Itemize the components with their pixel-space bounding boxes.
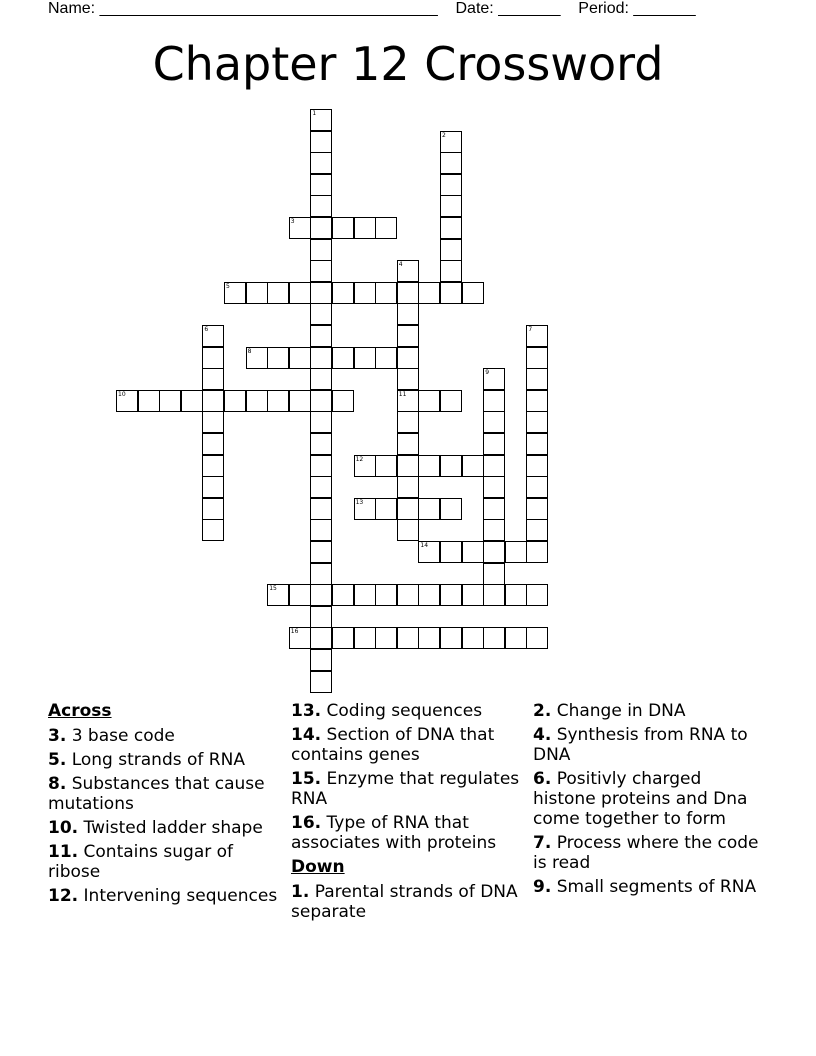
grid-cell[interactable] (397, 519, 419, 541)
grid-cell[interactable] (289, 282, 311, 304)
grid-cell[interactable] (354, 584, 376, 606)
grid-cell[interactable] (310, 347, 332, 369)
grid-cell[interactable] (310, 109, 332, 131)
grid-cell[interactable] (202, 411, 224, 433)
grid-cell[interactable] (332, 390, 354, 412)
grid-cell[interactable] (310, 476, 332, 498)
grid-cell[interactable] (246, 390, 268, 412)
cell-number: 11 (398, 390, 407, 398)
grid-cell[interactable] (397, 282, 419, 304)
grid-cell[interactable] (462, 282, 484, 304)
cell-number: 15 (269, 585, 277, 593)
grid-cell[interactable] (310, 606, 332, 628)
grid-cell[interactable] (310, 584, 332, 606)
name-field-label[interactable]: Name: ______________________________________ (48, 0, 438, 17)
cell-number: 3 (290, 218, 295, 225)
grid-cell[interactable] (267, 584, 289, 606)
grid-cell[interactable] (526, 498, 548, 520)
grid-cell[interactable] (202, 455, 224, 477)
grid-cell[interactable] (418, 282, 440, 304)
grid-cell[interactable] (397, 455, 419, 477)
grid-cell[interactable] (483, 368, 505, 390)
grid-cell[interactable] (289, 217, 311, 239)
clue-heading: Across (48, 701, 112, 721)
grid-cell[interactable] (440, 498, 462, 520)
grid-cell[interactable] (440, 455, 462, 477)
clue-text: Twisted ladder shape (78, 818, 263, 838)
cell-number: 16 (290, 628, 299, 636)
grid-cell[interactable] (440, 217, 462, 239)
grid-cell[interactable] (526, 368, 548, 390)
clue-item (48, 750, 284, 770)
clue-text: Process where the code is read (533, 833, 759, 873)
clue-text: Enzyme that regulates RNA (291, 769, 520, 809)
grid-cell[interactable] (354, 282, 376, 304)
grid-cell[interactable] (397, 627, 419, 649)
cell-number: 1 (312, 110, 317, 117)
grid-cell[interactable] (354, 498, 376, 520)
clue-text: Substances that cause mutations (48, 774, 265, 814)
grid-cell[interactable] (440, 174, 462, 196)
grid-cell[interactable] (310, 563, 332, 585)
grid-cell[interactable] (526, 627, 548, 649)
clue-text: Coding sequences (321, 701, 483, 721)
clue-item (291, 725, 527, 765)
grid-cell[interactable] (397, 390, 419, 412)
clue-number: 2. (533, 701, 552, 721)
grid-cell[interactable] (202, 498, 224, 520)
clue-item (48, 886, 284, 906)
grid-cell[interactable] (289, 627, 311, 649)
grid-cell[interactable] (397, 260, 419, 282)
grid-cell[interactable] (202, 476, 224, 498)
grid-cell[interactable] (116, 390, 138, 412)
grid-cell[interactable] (462, 627, 484, 649)
grid-cell[interactable] (526, 519, 548, 541)
clue-text: Synthesis from RNA to DNA (533, 725, 748, 765)
grid-cell[interactable] (397, 584, 419, 606)
grid-cell[interactable] (354, 217, 376, 239)
clue-item (291, 701, 527, 721)
grid-cell[interactable] (526, 541, 548, 563)
grid-cell[interactable] (246, 282, 268, 304)
grid-cell[interactable] (310, 411, 332, 433)
grid-cell[interactable] (483, 455, 505, 477)
clue-number: 16. (291, 813, 322, 833)
grid-cell[interactable] (483, 519, 505, 541)
clue-column-3 (533, 701, 769, 901)
grid-cell[interactable] (526, 411, 548, 433)
grid-cell[interactable] (310, 174, 332, 196)
grid-cell[interactable] (310, 217, 332, 239)
cell-number: 5 (226, 282, 230, 290)
cell-number: 12 (355, 455, 364, 463)
grid-cell[interactable] (440, 195, 462, 217)
grid-cell[interactable] (332, 584, 354, 606)
grid-cell[interactable] (397, 498, 419, 520)
grid-cell[interactable] (526, 347, 548, 369)
grid-cell[interactable] (332, 627, 354, 649)
clue-item (48, 818, 284, 838)
clue-item (48, 842, 284, 882)
grid-cell[interactable] (418, 498, 440, 520)
clue-column-1 (48, 701, 284, 910)
clue-item (533, 877, 769, 897)
clue-item (291, 769, 527, 809)
clue-item (48, 726, 284, 746)
grid-cell[interactable] (483, 411, 505, 433)
grid-cell[interactable] (440, 627, 462, 649)
grid-cell[interactable] (462, 541, 484, 563)
clue-item (533, 769, 769, 829)
cell-number: 2 (442, 131, 446, 139)
grid-cell[interactable] (310, 519, 332, 541)
grid-cell[interactable] (440, 131, 462, 153)
grid-cell[interactable] (526, 455, 548, 477)
clue-number: 9. (533, 877, 552, 897)
clue-item (533, 833, 769, 873)
grid-cell[interactable] (375, 217, 397, 239)
grid-cell[interactable] (354, 627, 376, 649)
grid-cell[interactable] (310, 390, 332, 412)
grid-cell[interactable] (289, 390, 311, 412)
grid-cell[interactable] (505, 584, 527, 606)
grid-cell[interactable] (375, 498, 397, 520)
clue-text: Contains sugar of ribose (48, 842, 234, 882)
clue-text: Small segments of RNA (551, 877, 757, 897)
clue-number: 10. (48, 818, 79, 838)
clue-number: 15. (291, 769, 322, 789)
grid-cell[interactable] (418, 584, 440, 606)
grid-cell[interactable] (310, 260, 332, 282)
grid-cell[interactable] (505, 541, 527, 563)
cell-number: 9 (485, 369, 490, 377)
grid-cell[interactable] (483, 476, 505, 498)
grid-cell[interactable] (310, 239, 332, 261)
grid-cell[interactable] (246, 347, 268, 369)
grid-cell[interactable] (202, 368, 224, 390)
clue-text: Type of RNA that associates with proteins (291, 813, 497, 853)
grid-cell[interactable] (310, 433, 332, 455)
grid-cell[interactable] (418, 455, 440, 477)
clue-number: 6. (533, 769, 552, 789)
period-field-label[interactable]: Period: _______ (578, 0, 696, 17)
clue-number: 13. (291, 701, 322, 721)
grid-cell[interactable] (310, 498, 332, 520)
clue-number: 4. (533, 725, 552, 745)
date-field-label[interactable]: Date: _______ (455, 0, 561, 17)
grid-cell[interactable] (440, 584, 462, 606)
grid-cell[interactable] (202, 433, 224, 455)
clue-text: Intervening sequences (78, 886, 278, 906)
clue-item (291, 813, 527, 853)
grid-cell[interactable] (505, 627, 527, 649)
grid-cell[interactable] (418, 541, 440, 563)
grid-cell[interactable] (267, 390, 289, 412)
page-title: Chapter 12 Crossword (152, 37, 664, 91)
grid-cell[interactable] (267, 347, 289, 369)
grid-cell[interactable] (418, 627, 440, 649)
clue-number: 3. (48, 726, 67, 746)
clue-text: 3 base code (66, 726, 175, 746)
grid-cell[interactable] (440, 260, 462, 282)
clue-item (48, 774, 284, 814)
clue-number: 8. (48, 774, 67, 794)
grid-cell[interactable] (267, 282, 289, 304)
clue-item (291, 882, 527, 922)
grid-cell[interactable] (202, 325, 224, 347)
grid-cell[interactable] (526, 433, 548, 455)
grid-cell[interactable] (310, 152, 332, 174)
grid-cell[interactable] (224, 282, 246, 304)
grid-cell[interactable] (310, 627, 332, 649)
grid-cell[interactable] (332, 347, 354, 369)
clue-text: Section of DNA that contains genes (291, 725, 495, 765)
clue-text: Positivly charged histone proteins and Dna come together to form (533, 769, 748, 829)
grid-cell[interactable] (332, 282, 354, 304)
grid-cell[interactable] (310, 541, 332, 563)
grid-cell[interactable] (289, 584, 311, 606)
grid-cell[interactable] (483, 627, 505, 649)
grid-cell[interactable] (440, 282, 462, 304)
grid-cell[interactable] (440, 541, 462, 563)
grid-cell[interactable] (483, 390, 505, 412)
grid-cell[interactable] (202, 347, 224, 369)
clue-heading: Down (291, 857, 345, 877)
clue-number: 14. (291, 725, 322, 745)
clue-number: 12. (48, 886, 79, 906)
grid-cell[interactable] (375, 347, 397, 369)
grid-cell[interactable] (310, 368, 332, 390)
clue-item (533, 725, 769, 765)
cell-number: 14 (420, 542, 429, 549)
grid-cell[interactable] (440, 390, 462, 412)
clue-text: Long strands of RNA (66, 750, 245, 770)
grid-cell[interactable] (289, 347, 311, 369)
clue-number: 11. (48, 842, 79, 862)
grid-cell[interactable] (440, 152, 462, 174)
clue-number: 1. (291, 882, 310, 902)
grid-cell[interactable] (310, 649, 332, 671)
grid-cell[interactable] (526, 476, 548, 498)
grid-cell[interactable] (159, 390, 181, 412)
grid-cell[interactable] (202, 519, 224, 541)
grid-cell[interactable] (397, 476, 419, 498)
clue-number: 7. (533, 833, 552, 853)
grid-cell[interactable] (375, 282, 397, 304)
grid-cell[interactable] (310, 131, 332, 153)
grid-cell[interactable] (181, 390, 203, 412)
grid-cell[interactable] (310, 671, 332, 693)
grid-cell[interactable] (483, 433, 505, 455)
grid-cell[interactable] (202, 390, 224, 412)
clue-text: Parental strands of DNA separate (291, 882, 518, 922)
clue-item (533, 701, 769, 721)
cell-number: 6 (204, 326, 209, 333)
grid-cell[interactable] (483, 541, 505, 563)
grid-cell[interactable] (332, 217, 354, 239)
grid-cell[interactable] (138, 390, 160, 412)
grid-cell[interactable] (397, 368, 419, 390)
grid-cell[interactable] (375, 455, 397, 477)
grid-cell[interactable] (310, 195, 332, 217)
grid-cell[interactable] (375, 627, 397, 649)
grid-cell[interactable] (418, 390, 440, 412)
grid-cell[interactable] (462, 455, 484, 477)
cell-number: 7 (528, 326, 533, 333)
grid-cell[interactable] (354, 347, 376, 369)
grid-cell[interactable] (483, 563, 505, 585)
clue-text: Change in DNA (551, 701, 686, 721)
grid-cell[interactable] (310, 303, 332, 325)
cell-number: 8 (247, 347, 252, 355)
grid-cell[interactable] (310, 455, 332, 477)
grid-cell[interactable] (375, 584, 397, 606)
grid-cell[interactable] (483, 498, 505, 520)
cell-number: 13 (355, 498, 364, 506)
grid-cell[interactable] (397, 347, 419, 369)
grid-cell[interactable] (354, 455, 376, 477)
grid-cell[interactable] (224, 390, 246, 412)
clue-number: 5. (48, 750, 67, 770)
grid-cell[interactable] (397, 303, 419, 325)
cell-number: 4 (398, 261, 403, 269)
grid-cell[interactable] (483, 584, 505, 606)
grid-cell[interactable] (526, 390, 548, 412)
grid-cell[interactable] (397, 433, 419, 455)
grid-cell[interactable] (462, 584, 484, 606)
grid-cell[interactable] (526, 584, 548, 606)
grid-cell[interactable] (526, 325, 548, 347)
grid-cell[interactable] (440, 239, 462, 261)
cell-number: 10 (118, 390, 126, 398)
clue-column-2 (291, 701, 527, 926)
grid-cell[interactable] (397, 411, 419, 433)
grid-cell[interactable] (310, 282, 332, 304)
grid-cell[interactable] (397, 325, 419, 347)
grid-cell[interactable] (310, 325, 332, 347)
